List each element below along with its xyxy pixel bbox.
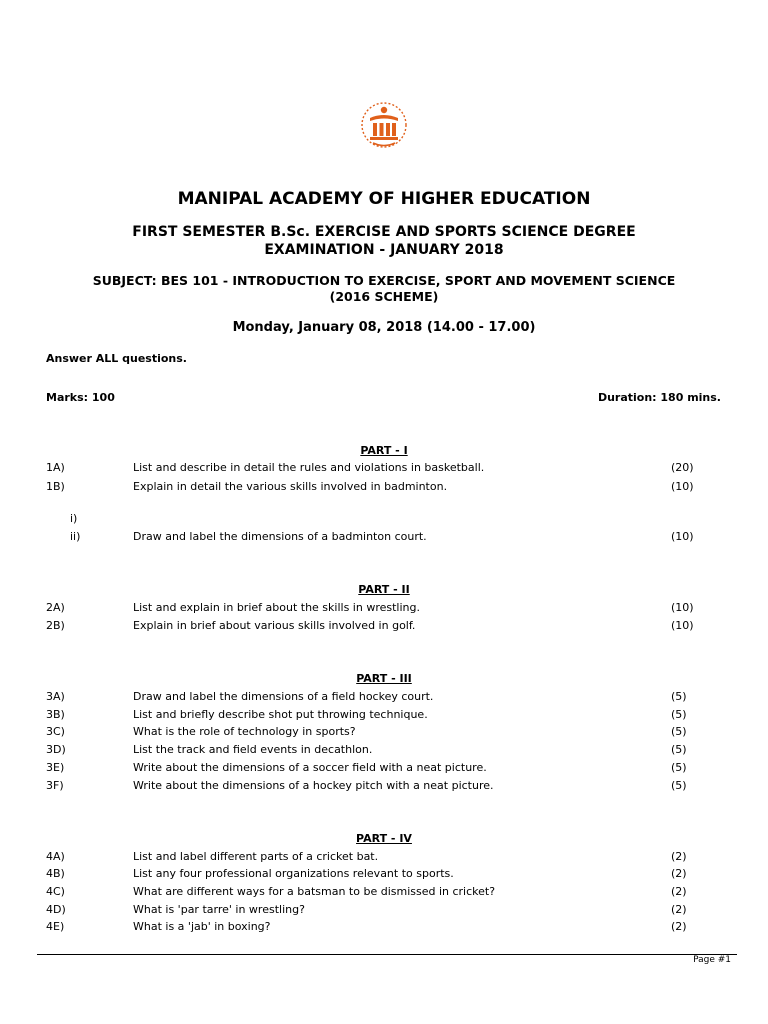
question-marks: (10) <box>671 601 694 614</box>
part-title: PART - I <box>360 444 408 457</box>
question-text: List and label different parts of a cricket bat. <box>133 850 379 863</box>
question-marks: (5) <box>671 761 687 774</box>
question-row <box>0 885 768 901</box>
page-number: Page #1 <box>693 955 731 965</box>
question-row <box>0 850 768 866</box>
question-marks: (10) <box>671 619 694 632</box>
question-text: What is a 'jab' in boxing? <box>133 920 271 933</box>
question-number: 3E) <box>46 761 65 774</box>
part-title: PART - IV <box>356 832 412 845</box>
question-number: 4E) <box>46 920 65 933</box>
total-marks: Marks: 100 <box>46 391 115 404</box>
question-text: What is the role of technology in sports? <box>133 725 356 738</box>
question-row <box>0 920 768 936</box>
question-marks: (2) <box>671 885 687 898</box>
subject-title-line2: (2016 SCHEME) <box>329 289 439 304</box>
question-row <box>0 761 768 777</box>
question-marks: (10) <box>671 480 694 493</box>
question-row <box>0 867 768 883</box>
question-row <box>0 708 768 724</box>
question-marks: (5) <box>671 779 687 792</box>
question-number: i) <box>70 512 78 525</box>
question-row <box>0 903 768 919</box>
question-marks: (5) <box>671 690 687 703</box>
question-row <box>0 480 768 496</box>
subject-title-line1: SUBJECT: BES 101 - INTRODUCTION TO EXERCISE, SPORT AND MOVEMENT SCIENCE <box>92 273 676 288</box>
question-number: 3C) <box>46 725 65 738</box>
question-number: 1A) <box>46 461 65 474</box>
question-marks: (10) <box>671 530 694 543</box>
question-text: What are different ways for a batsman to be dismissed in cricket? <box>133 885 496 898</box>
question-row <box>0 725 768 741</box>
question-text: List and explain in brief about the skills in wrestling. <box>133 601 420 614</box>
question-number: 2B) <box>46 619 65 632</box>
question-text: Draw and label the dimensions of a badminton court. <box>133 530 427 543</box>
exam-title-line2: EXAMINATION - JANUARY 2018 <box>264 242 504 258</box>
question-marks: (20) <box>671 461 694 474</box>
question-text: Write about the dimensions of a hockey pitch with a neat picture. <box>133 779 494 792</box>
question-text: Explain in brief about various skills involved in golf. <box>133 619 416 632</box>
question-text: List any four professional organizations relevant to sports. <box>133 867 454 880</box>
question-marks: (2) <box>671 903 687 916</box>
part-title: PART - II <box>358 583 410 596</box>
question-number: 4A) <box>46 850 65 863</box>
question-row <box>0 690 768 706</box>
question-marks: (2) <box>671 920 687 933</box>
exam-title-line1: FIRST SEMESTER B.Sc. EXERCISE AND SPORTS SCIENCE DEGREE <box>132 224 636 240</box>
question-number: 2A) <box>46 601 65 614</box>
question-text: List and describe in detail the rules and violations in basketball. <box>133 461 485 474</box>
question-text: List the track and field events in decathlon. <box>133 743 373 756</box>
footer-divider <box>37 954 737 955</box>
subject-title <box>0 273 768 305</box>
question-marks: (5) <box>671 725 687 738</box>
question-number: 3D) <box>46 743 66 756</box>
question-marks: (2) <box>671 850 687 863</box>
question-number: 3A) <box>46 690 65 703</box>
question-row <box>0 530 768 546</box>
exam-title <box>0 223 768 259</box>
question-number: 4D) <box>46 903 66 916</box>
question-row <box>0 601 768 617</box>
question-marks: (5) <box>671 743 687 756</box>
question-number: 1B) <box>46 480 65 493</box>
question-number: ii) <box>70 530 81 543</box>
question-marks: (2) <box>671 867 687 880</box>
question-text: What is 'par tarre' in wrestling? <box>133 903 305 916</box>
question-row <box>0 619 768 635</box>
question-text: Explain in detail the various skills involved in badminton. <box>133 480 448 493</box>
question-marks: (5) <box>671 708 687 721</box>
question-row <box>0 512 768 528</box>
institution-title: MANIPAL ACADEMY OF HIGHER EDUCATION <box>177 189 591 209</box>
question-text: List and briefly describe shot put throwing technique. <box>133 708 428 721</box>
university-logo-icon <box>359 101 409 151</box>
exam-date: Monday, January 08, 2018 (14.00 - 17.00) <box>232 320 536 335</box>
part-title: PART - III <box>356 672 412 685</box>
duration: Duration: 180 mins. <box>597 391 721 404</box>
question-number: 3F) <box>46 779 64 792</box>
question-number: 3B) <box>46 708 65 721</box>
question-row <box>0 779 768 795</box>
question-text: Write about the dimensions of a soccer field with a neat picture. <box>133 761 487 774</box>
question-number: 4B) <box>46 867 65 880</box>
question-number: 4C) <box>46 885 65 898</box>
question-row <box>0 461 768 477</box>
instructions: Answer ALL questions. <box>46 352 187 365</box>
question-text: Draw and label the dimensions of a field hockey court. <box>133 690 434 703</box>
question-row <box>0 743 768 759</box>
